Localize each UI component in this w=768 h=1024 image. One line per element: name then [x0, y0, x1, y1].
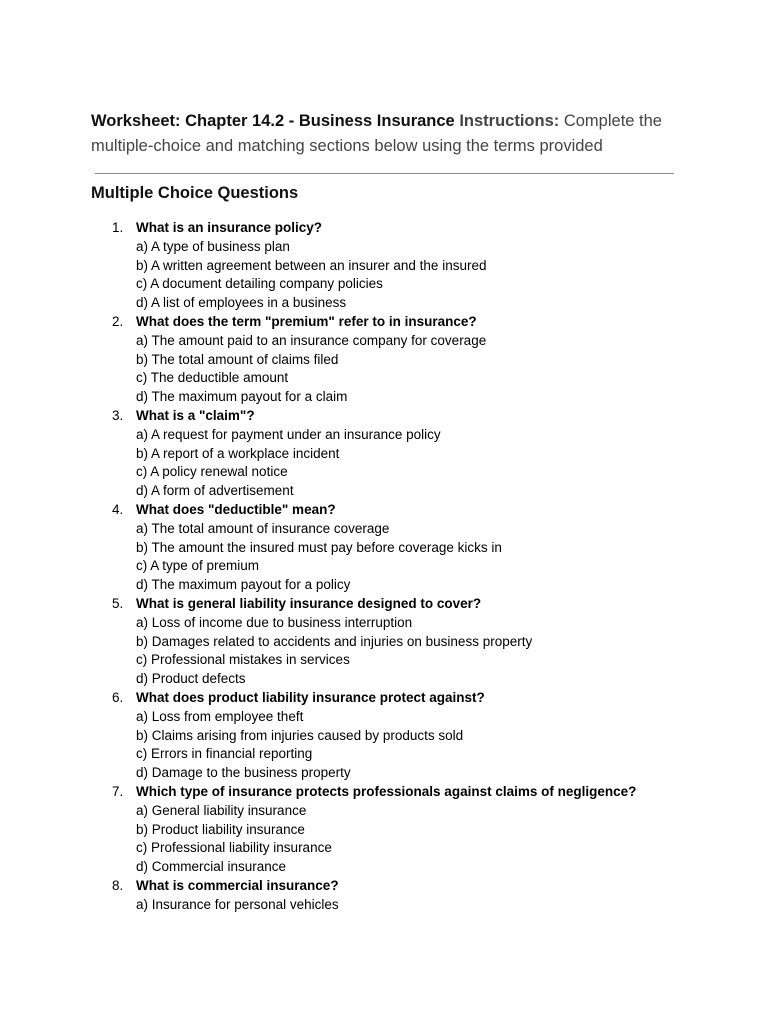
answer-option: d) Damage to the business property [136, 765, 351, 781]
answer-option: d) The maximum payout for a policy [136, 577, 351, 593]
answer-option: c) Professional mistakes in services [136, 652, 350, 668]
instructions-label: Instructions: [459, 112, 560, 130]
answer-option: a) The amount paid to an insurance company for coverage [136, 332, 487, 348]
answer-option: c) Errors in financial reporting [136, 746, 313, 762]
question-item [0, 689, 768, 783]
worksheet-header [91, 109, 691, 159]
answer-option: a) Loss from employee theft [136, 708, 304, 724]
answer-option: c) A type of premium [136, 558, 260, 574]
answer-option: b) Claims arising from injuries caused by products sold [136, 727, 464, 743]
answer-option: b) The amount the insured must pay before coverage kicks in [136, 539, 502, 555]
answer-option: d) The maximum payout for a claim [136, 389, 348, 405]
answer-option: a) The total amount of insurance coverage [136, 520, 390, 536]
answer-option: b) A report of a workplace incident [136, 445, 340, 461]
answer-option: c) A policy renewal notice [136, 464, 288, 480]
question-number: 7. [112, 783, 124, 799]
question-text: What does the term "premium" refer to in insurance? [136, 313, 477, 329]
question-text: What is general liability insurance designed to cover? [136, 595, 482, 611]
question-number: 1. [112, 220, 124, 235]
worksheet-title: Worksheet: Chapter 14.2 - Business Insurance [91, 112, 455, 130]
answer-option: a) A request for payment under an insurance policy [136, 426, 441, 442]
answer-option: d) A list of employees in a business [136, 295, 347, 311]
question-item [0, 595, 768, 689]
question-text: What is commercial insurance? [136, 877, 339, 893]
question-number: 3. [112, 407, 124, 423]
answer-option: b) A written agreement between an insurer and the insured [136, 257, 487, 273]
answer-option: a) A type of business plan [136, 238, 290, 254]
question-text: Which type of insurance protects professionals against claims of negligence? [136, 783, 637, 799]
question-number: 2. [112, 313, 124, 329]
question-item [0, 313, 768, 407]
question-list [0, 219, 768, 914]
answer-option: d) Product defects [136, 671, 246, 687]
question-text: What is an insurance policy? [136, 220, 323, 235]
question-number: 5. [112, 595, 124, 611]
answer-option: d) A form of advertisement [136, 483, 294, 499]
answer-option: b) Product liability insurance [136, 821, 305, 837]
question-number: 8. [112, 877, 124, 893]
question-text: What does "deductible" mean? [136, 501, 336, 517]
answer-option: b) The total amount of claims filed [136, 351, 339, 367]
header-divider [95, 173, 674, 174]
question-number: 4. [112, 501, 124, 517]
question-item [0, 877, 768, 915]
question-item [0, 219, 768, 313]
question-text: What is a "claim"? [136, 407, 255, 423]
question-text: What does product liability insurance protect against? [136, 689, 485, 705]
question-item [0, 783, 768, 877]
answer-option: a) General liability insurance [136, 802, 307, 818]
answer-option: b) Damages related to accidents and injuries on business property [136, 633, 533, 649]
section-title: Multiple Choice Questions [91, 184, 299, 202]
question-item [0, 407, 768, 501]
answer-option: a) Insurance for personal vehicles [136, 896, 339, 912]
answer-option: a) Loss of income due to business interruption [136, 614, 413, 630]
instructions-text: Complete the multiple-choice and matching sections below using the terms provided [91, 112, 662, 155]
answer-option: c) Professional liability insurance [136, 840, 332, 856]
answer-option: d) Commercial insurance [136, 859, 287, 875]
answer-option: c) A document detailing company policies [136, 276, 383, 292]
question-item [0, 501, 768, 595]
question-number: 6. [112, 689, 124, 705]
answer-option: c) The deductible amount [136, 370, 289, 386]
